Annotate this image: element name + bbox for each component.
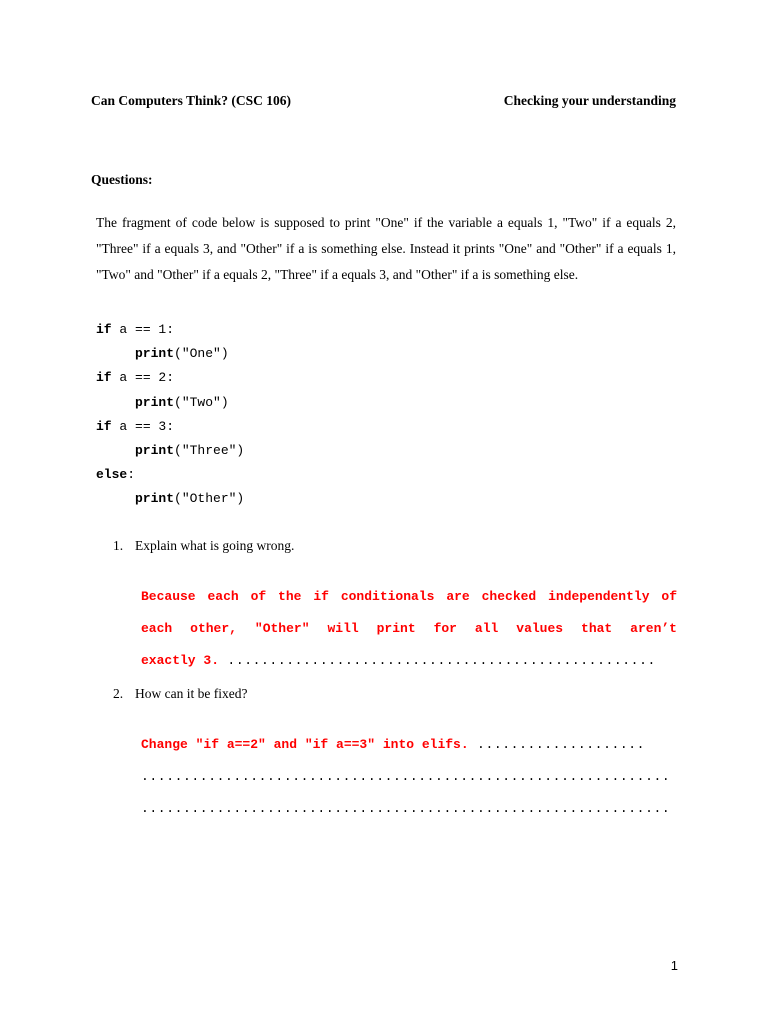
questions-heading: Questions: (91, 172, 153, 187)
question-1 (113, 538, 294, 554)
question-1-number: 1. (113, 538, 124, 553)
intro-paragraph: The fragment of code below is supposed to print "One" if the variable a equals 1, "Two" if a equals 2, "Three" if a equals 3, and "Other" if a is something else. Instead it prints "One" and "Other" if a equals 1, "Two" and "Other" if a equals 2, "Three" if a equals 3, and "Other" if a is something else. (96, 215, 676, 282)
answer-dots: ............................................................... (141, 801, 671, 816)
header-course-title: Can Computers Think? (CSC 106) (91, 93, 292, 108)
code-line: print("Three") (135, 442, 245, 458)
code-line: print("Other") (135, 491, 245, 507)
code-line: else: (96, 467, 136, 483)
answer-dots: .................... (468, 737, 646, 752)
question-2 (113, 686, 247, 702)
question-1-text: Explain what is going wrong. (135, 538, 295, 553)
answer-dots: ............................................................... (141, 769, 671, 784)
code-line: if a == 1: (96, 322, 175, 337)
code-line: print("One") (135, 346, 229, 362)
code-line: if a == 2: (96, 370, 175, 386)
answer-2-line (141, 761, 677, 793)
answer-2 (141, 729, 677, 825)
code-fragment (96, 318, 244, 512)
question-2-number: 2. (113, 686, 124, 701)
answer-dots: ................................................... (219, 653, 656, 668)
question-2-text: How can it be fixed? (135, 686, 248, 701)
code-line: print("Two") (135, 394, 229, 410)
answer-1-line: exactly 3. ................................................... (141, 653, 656, 668)
answer-1 (141, 581, 677, 677)
answer-1-line: Because each of the if conditionals are checked independently of (141, 589, 677, 604)
page-number: 1 (670, 958, 678, 973)
answer-2-line (141, 793, 677, 825)
header-section-title: Checking your understanding (503, 93, 676, 108)
answer-2-line: Change "if a==2" and "if a==3" into elifs. .................... (141, 737, 646, 752)
code-line: if a == 3: (96, 418, 175, 434)
answer-1-line: each other, "Other" will print for all values that aren’t (141, 621, 677, 636)
